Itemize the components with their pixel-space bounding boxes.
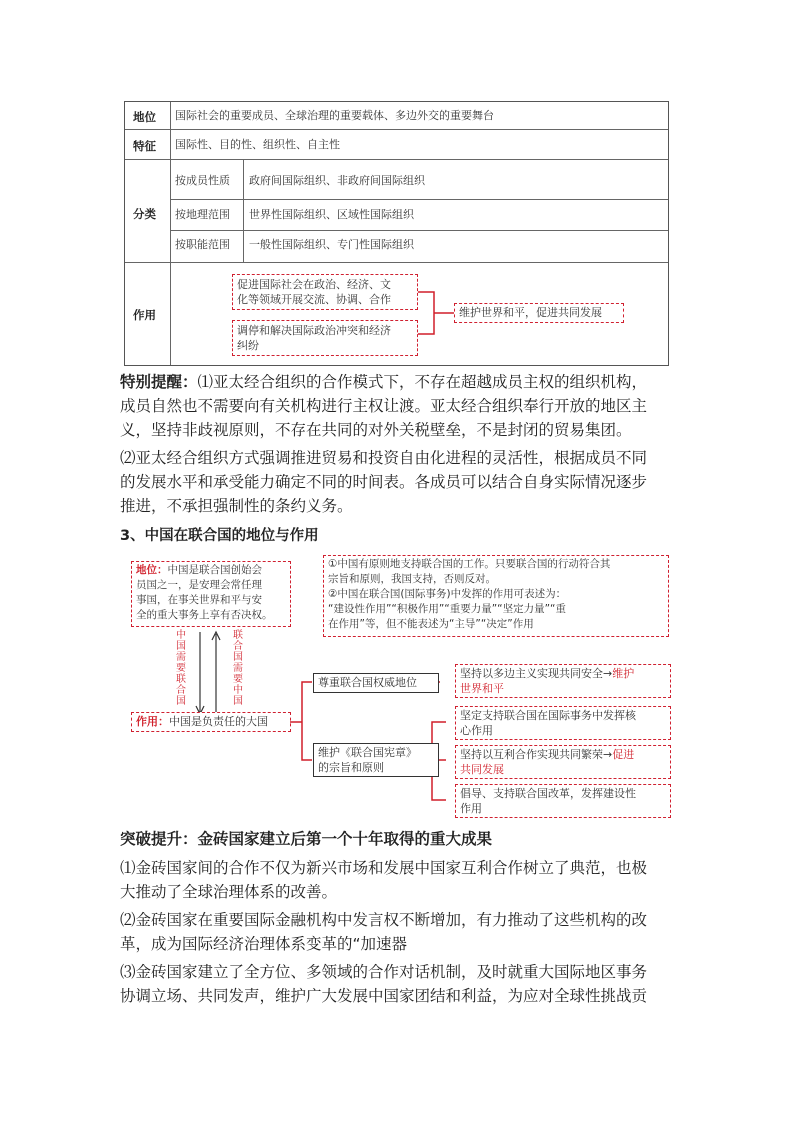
reminder-text: 推进，不承担强制性的条约义务。 xyxy=(120,497,353,515)
status-text: 全的重大事务上享有否决权。 xyxy=(136,609,273,621)
row-divider xyxy=(170,230,668,231)
breakthrough-title: 突破提升：金砖国家建立后第一个十年取得的重大成果 xyxy=(120,830,493,848)
note-text: 宗旨和原则，我国支持，否则反对。 xyxy=(328,573,496,585)
note-text: 在作用”等，但不能表述为“主导”“决定”作用 xyxy=(328,618,534,630)
leaf-text: 坚持以多边主义实现共同安全→ xyxy=(460,667,613,680)
role-text: 中国是负责任的大国 xyxy=(169,715,268,728)
leaf-text: 坚持以互利合作实现共同繁荣→ xyxy=(460,748,613,761)
multilateralism-box xyxy=(455,664,671,698)
role-box-mediation xyxy=(232,320,418,356)
role-box-text: 纠纷 xyxy=(237,339,259,352)
row-divider xyxy=(170,199,668,200)
branch2-text: 的宗旨和原则 xyxy=(318,761,384,774)
china-status-box xyxy=(131,561,291,627)
row-text-features: 国际性、目的性、组织性、自主性 xyxy=(175,138,340,151)
class-value-geography: 世界性国际组织、区域性国际组织 xyxy=(249,208,414,221)
row-head-role: 作用 xyxy=(133,308,156,322)
breakthrough-text: ⑵金砖国家在重要国际金融机构中发言权不断增加，有力推动了这些机构的改 xyxy=(120,911,648,929)
row-head-status: 地位 xyxy=(133,110,156,124)
breakthrough-text: ⑶金砖国家建立了全方位、多领域的合作对话机制，及时就重大国际地区事务 xyxy=(120,963,648,981)
class-value-membership: 政府间国际组织、非政府间国际组织 xyxy=(249,174,425,187)
role-result-box xyxy=(454,303,624,323)
vertical-text-un-needs-china: 联合国需要中国 xyxy=(233,630,243,707)
breakthrough-text: 革，成为国际经济治理体系变革的“加速器 xyxy=(120,935,408,953)
class-by-function: 按职能范围 xyxy=(175,238,230,251)
breakthrough-paragraph-1 xyxy=(120,856,680,904)
leaf-text-red: 促进 xyxy=(612,748,635,761)
leaf-text: 坚定支持联合国在国际事务中发挥核 xyxy=(460,709,636,722)
china-un-note-box xyxy=(323,555,669,637)
breakthrough-text: 协调立场、共同发声，维护广大发展中国家团结和利益，为应对全球性挑战贡 xyxy=(120,987,648,1005)
leaf-text-red: 维护 xyxy=(612,667,635,680)
column-divider xyxy=(243,159,244,262)
status-label: 地位： xyxy=(136,564,168,576)
reminder-paragraph-1 xyxy=(120,370,680,442)
class-by-membership: 按成员性质 xyxy=(175,174,230,187)
column-divider xyxy=(170,102,171,365)
breakthrough-text: 大推动了全球治理体系的改善。 xyxy=(120,883,338,901)
branch2-text: 维护《联合国宪章》 xyxy=(318,746,417,759)
reminder-label: 特别提醒： xyxy=(120,373,198,391)
status-text: 员国之一，是安理会常任理 xyxy=(136,579,262,591)
uphold-un-charter-box xyxy=(313,743,439,777)
note-text: ①中国有原则地支持联合国的工作。只要联合国的行动符合其 xyxy=(328,558,611,570)
reminder-text: 的发展水平和承受能力确定不同的时间表。各成员可以结合自身实际情况逐步 xyxy=(120,473,648,491)
vertical-text-china-needs-un: 中国需要联合国 xyxy=(176,630,186,707)
breakthrough-paragraph-3 xyxy=(120,960,680,1008)
row-head-features: 特征 xyxy=(133,139,156,153)
mutual-need-arrows xyxy=(190,628,230,718)
reminder-text: 义，坚持非歧视原则，不存在共同的对外关税壁垒，不是封闭的贸易集团。 xyxy=(120,421,632,439)
reminder-text: ⑴亚太经合组织的合作模式下，不存在超越成员主权的组织机构， xyxy=(197,373,648,391)
note-text: ②中国在联合国(国际事务)中发挥的作用可表述为： xyxy=(328,588,567,600)
role-box-text: 化等领域开展交流、协调、合作 xyxy=(237,293,391,306)
reminder-text: 成员自然也不需要向有关机构进行主权让渡。亚太经合组织奉行开放的地区主 xyxy=(120,397,648,415)
breakthrough-paragraph-2 xyxy=(120,908,680,956)
row-divider xyxy=(125,129,668,130)
class-value-function: 一般性国际组织、专门性国际组织 xyxy=(249,238,414,251)
reminder-paragraph-2 xyxy=(120,446,680,518)
row-head-classification: 分类 xyxy=(133,207,156,221)
role-bracket-connector xyxy=(418,288,458,348)
row-divider xyxy=(125,262,668,263)
note-text: “建设性作用”“积极作用”“重要力量”“坚定力量”“重 xyxy=(328,603,566,615)
support-un-core-role-box xyxy=(455,706,671,740)
status-text: 事国，在事关世界和平与安 xyxy=(136,594,262,606)
leaf-text: 心作用 xyxy=(460,724,493,737)
role-box-exchange xyxy=(232,274,418,310)
role-result-text: 维护世界和平，促进共同发展 xyxy=(459,306,602,319)
class-by-geography: 按地理范围 xyxy=(175,208,230,221)
branch1-text: 尊重联合国权威地位 xyxy=(318,676,417,689)
leaf-text: 作用 xyxy=(460,802,482,815)
reminder-text: ⑵亚太经合组织方式强调推进贸易和投资自由化进程的灵活性，根据成员不同 xyxy=(120,449,648,467)
china-role-box xyxy=(131,712,291,732)
row-text-status: 国际社会的重要成员、全球治理的重要载体、多边外交的重要舞台 xyxy=(175,109,494,122)
status-text: 中国是联合国创始会 xyxy=(167,564,262,576)
un-reform-box xyxy=(455,784,671,818)
breakthrough-text: ⑴金砖国家间的合作不仅为新兴市场和发展中国家互利合作树立了典范，也极 xyxy=(120,859,648,877)
role-box-text: 促进国际社会在政治、经济、文 xyxy=(237,278,391,291)
leaf-text-red: 世界和平 xyxy=(460,682,504,695)
respect-un-authority-box xyxy=(313,673,439,693)
mutual-benefit-box xyxy=(455,745,671,779)
role-label: 作用： xyxy=(136,715,169,728)
role-box-text: 调停和解决国际政治冲突和经济 xyxy=(237,324,391,337)
leaf-text: 倡导、支持联合国改革，发挥建设性 xyxy=(460,787,636,800)
section-3-title: 3、中国在联合国的地位与作用 xyxy=(120,528,319,544)
row-divider xyxy=(125,159,668,160)
leaf-text-red: 共同发展 xyxy=(460,763,504,776)
